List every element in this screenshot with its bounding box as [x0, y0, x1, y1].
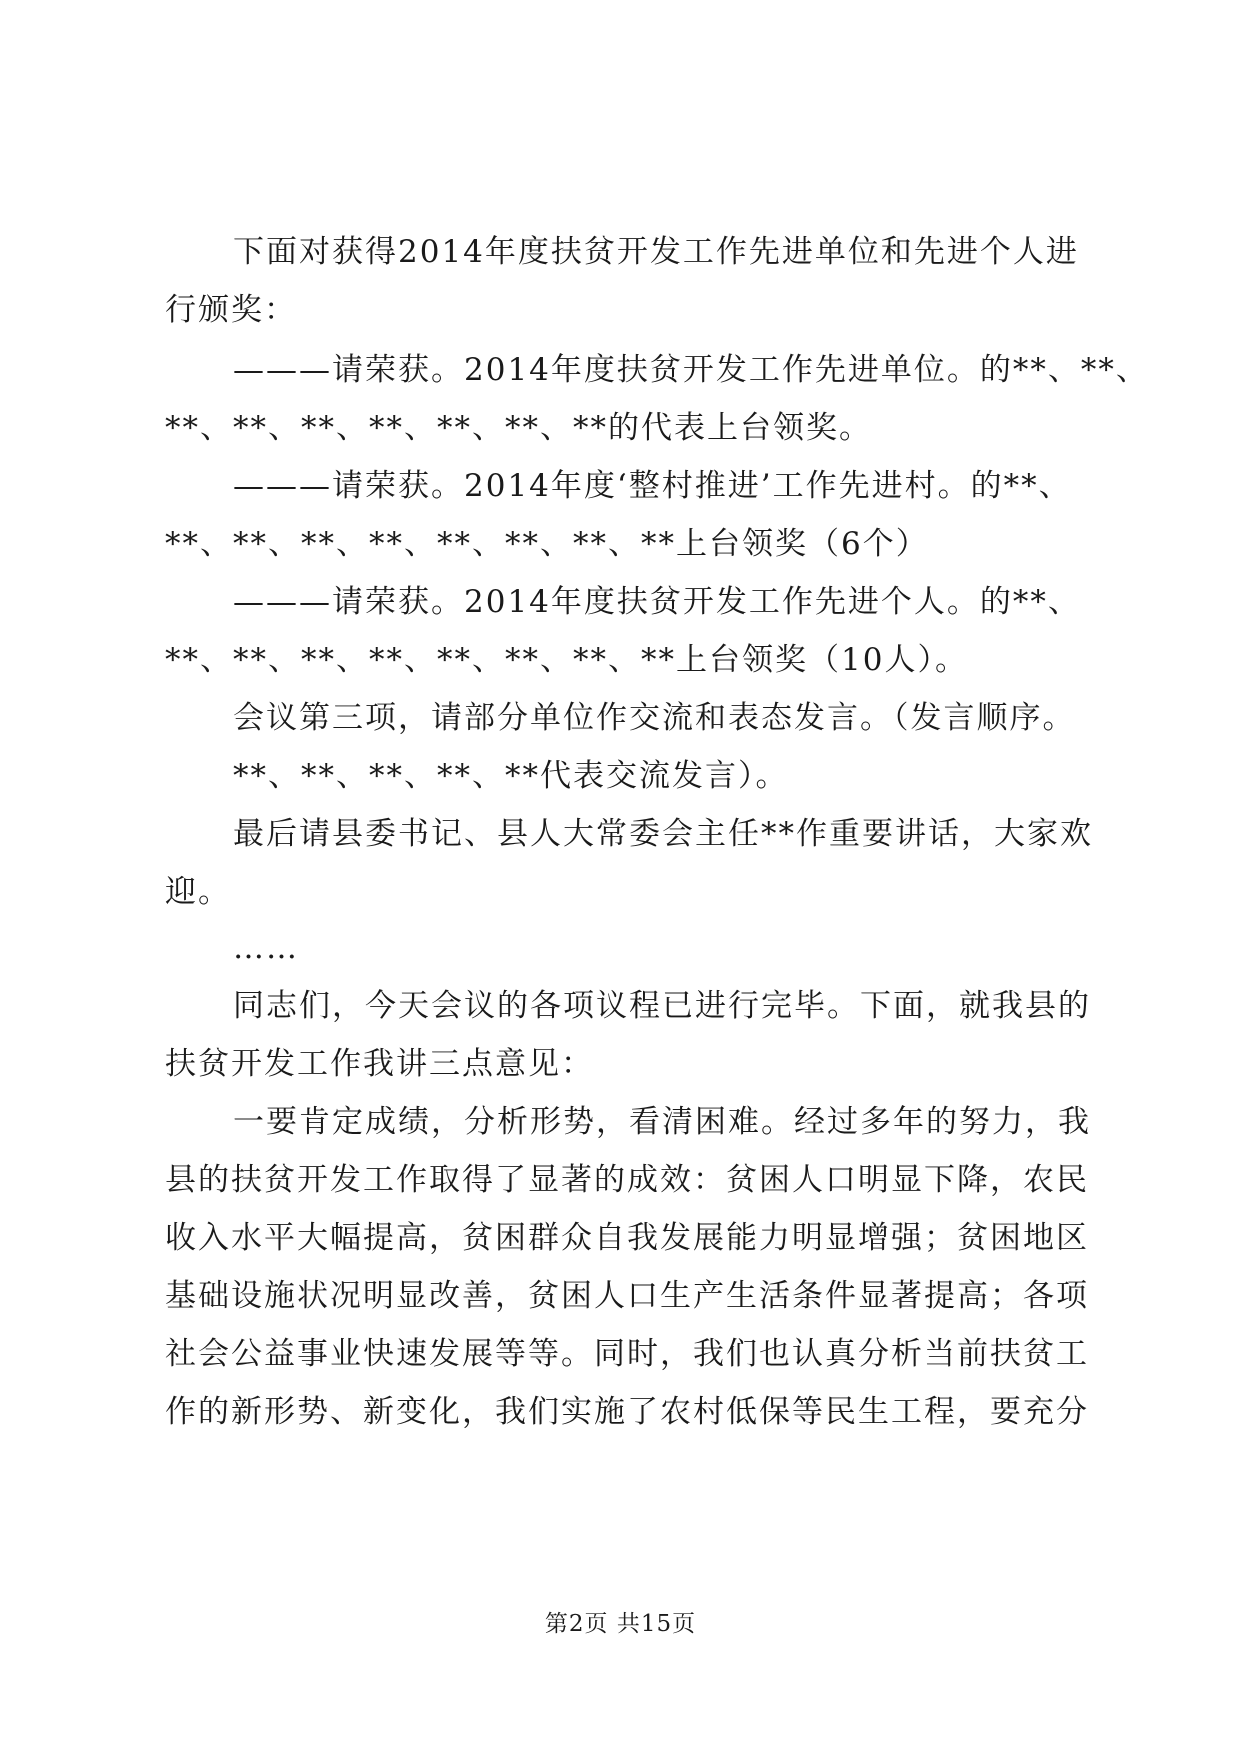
text-line: ———请荣获。2014年度扶贫开发工作先进个人。的**、 [233, 584, 1081, 620]
text-line: …… [233, 930, 299, 966]
text-line: 基础设施状况明显改善，贫困人口生产生活条件显著提高；各项 [165, 1278, 1089, 1314]
text-line: ———请荣获。2014年度扶贫开发工作先进单位。的**、**、 [233, 352, 1149, 388]
text-line: 社会公益事业快速发展等等。同时，我们也认真分析当前扶贫工 [165, 1336, 1089, 1372]
text-line: 下面对获得2014年度扶贫开发工作先进单位和先进个人进 [233, 234, 1079, 270]
text-line: **、**、**、**、**代表交流发言）。 [233, 758, 789, 794]
text-line: 行颁奖： [165, 292, 297, 328]
text-line: 一要肯定成绩，分析形势，看清困难。经过多年的努力，我 [233, 1104, 1091, 1140]
text-line: **、**、**、**、**、**、**的代表上台领奖。 [165, 410, 872, 446]
text-line: ———请荣获。2014年度‘整村推进’工作先进村。的**、 [233, 468, 1072, 504]
text-line: 收入水平大幅提高，贫困群众自我发展能力明显增强；贫困地区 [165, 1220, 1089, 1256]
text-line: 县的扶贫开发工作取得了显著的成效：贫困人口明显下降，农民 [165, 1162, 1089, 1198]
text-line: 最后请县委书记、县人大常委会主任**作重要讲话，大家欢 [233, 816, 1093, 852]
text-line: 扶贫开发工作我讲三点意见： [165, 1046, 594, 1082]
text-line: 作的新形势、新变化，我们实施了农村低保等民生工程，要充分 [165, 1394, 1089, 1430]
page-number-footer: 第2页 共15页 [544, 1611, 697, 1637]
text-line: **、**、**、**、**、**、**、**上台领奖（6个） [165, 526, 929, 562]
text-line: **、**、**、**、**、**、**、**上台领奖（10人）。 [165, 642, 968, 678]
text-line: 会议第三项，请部分单位作交流和表态发言。（发言顺序。 [233, 700, 1076, 736]
text-line: 同志们，今天会议的各项议程已进行完毕。下面，就我县的 [233, 988, 1091, 1024]
text-line: 迎。 [165, 874, 231, 910]
